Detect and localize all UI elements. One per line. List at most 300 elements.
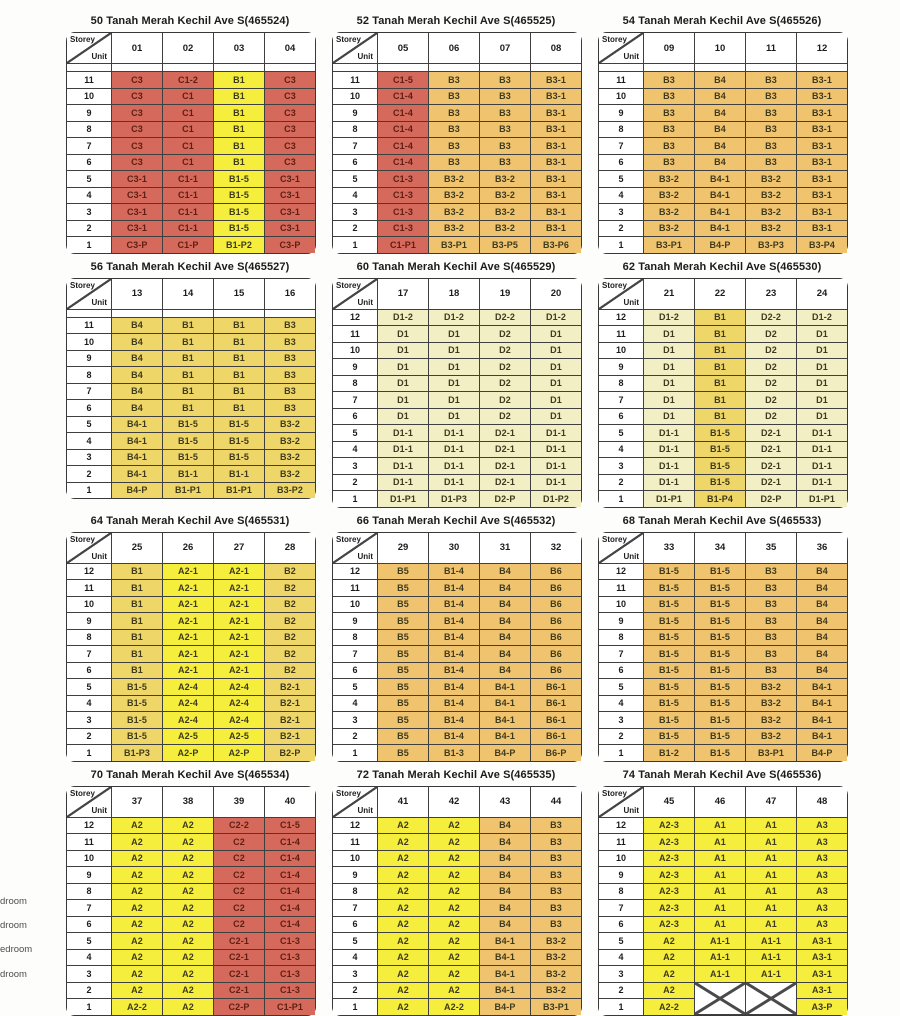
table-row <box>599 343 847 360</box>
table-row <box>333 343 581 360</box>
storey-number-cell: 5 <box>333 933 378 950</box>
unit-type-cell: B4-1 <box>112 466 163 483</box>
table-row <box>599 564 847 581</box>
unit-type-cell: B3-2 <box>746 204 797 221</box>
unit-type-cell: D2 <box>746 376 797 393</box>
unit-type-cell: D1 <box>644 326 695 343</box>
table-row <box>67 237 315 253</box>
unit-number-header: 23 <box>746 279 797 310</box>
unit-type-cell: A2-3 <box>644 900 695 917</box>
table-row <box>333 326 581 343</box>
storey-number-cell: 11 <box>333 580 378 597</box>
blank-cell <box>429 64 480 72</box>
unit-type-cell: D1 <box>378 376 429 393</box>
unit-type-cell: B4 <box>695 138 746 155</box>
storey-number-cell: 3 <box>599 966 644 983</box>
table-row <box>67 999 315 1015</box>
table-row <box>333 425 581 442</box>
unit-type-cell: A1 <box>695 818 746 835</box>
unit-type-cell: A2 <box>378 834 429 851</box>
unit-type-cell: B4 <box>695 89 746 106</box>
storey-number-cell: 8 <box>599 122 644 139</box>
unit-type-cell: B3-1 <box>797 171 847 188</box>
unit-type-cell: A2 <box>163 884 214 901</box>
unit-type-cell: A1 <box>746 900 797 917</box>
blank-cell <box>265 310 315 318</box>
unit-type-cell: A2 <box>163 983 214 1000</box>
unit-type-cell: C3 <box>265 89 315 106</box>
table-row <box>67 351 315 368</box>
unit-type-cell: B1-5 <box>214 188 265 205</box>
unit-type-cell: D1-P2 <box>531 491 581 507</box>
unit-type-cell: A2-2 <box>429 999 480 1015</box>
unit-type-cell: B3-1 <box>797 155 847 172</box>
unit-type-cell: C3-1 <box>112 188 163 205</box>
unit-type-cell: B1-4 <box>429 663 480 680</box>
unit-type-cell: B1-4 <box>429 712 480 729</box>
table-row <box>333 950 581 967</box>
unit-type-cell: B3-P1 <box>644 237 695 253</box>
unit-type-cell: B4-1 <box>797 679 847 696</box>
storey-number-cell: 9 <box>67 351 112 368</box>
unit-type-cell: D1-2 <box>797 310 847 327</box>
table-row <box>599 983 847 1000</box>
storey-number-cell: 6 <box>333 917 378 934</box>
storey-label: Storey <box>602 280 627 290</box>
unit-type-cell: B3-1 <box>797 89 847 106</box>
unit-type-cell: D1 <box>797 343 847 360</box>
unit-type-cell: D1-1 <box>378 425 429 442</box>
cross-out-icon <box>695 983 745 1014</box>
unit-type-cell: B4 <box>480 646 531 663</box>
unit-type-cell: B1-4 <box>429 729 480 746</box>
table-row <box>599 712 847 729</box>
unit-type-cell: B4 <box>797 630 847 647</box>
unit-type-cell: B4-P <box>695 237 746 253</box>
table-row <box>599 917 847 934</box>
unit-type-cell: B1-5 <box>644 712 695 729</box>
storey-number-cell: 8 <box>599 884 644 901</box>
unit-number-header: 40 <box>265 787 315 818</box>
storey-number-cell: 9 <box>599 359 644 376</box>
unit-type-cell: A2 <box>112 851 163 868</box>
unit-type-cell: A2 <box>378 818 429 835</box>
unit-number-header: 19 <box>480 279 531 310</box>
storey-number-cell: 9 <box>333 105 378 122</box>
unit-type-cell: B3-2 <box>429 171 480 188</box>
table-row <box>333 392 581 409</box>
unit-type-cell: B1-P2 <box>214 237 265 253</box>
unit-type-cell: D1-1 <box>797 425 847 442</box>
unit-type-cell: A2-1 <box>163 613 214 630</box>
unit-type-cell: B3-2 <box>480 171 531 188</box>
unit-number-header: 03 <box>214 33 265 64</box>
unit-type-cell: D2 <box>480 392 531 409</box>
unit-type-cell: B4-1 <box>480 729 531 746</box>
blank-cell <box>67 64 112 72</box>
unit-type-cell: C3-1 <box>265 188 315 205</box>
unit-type-cell: D1 <box>644 392 695 409</box>
unit-type-cell: B6 <box>531 613 581 630</box>
unit-type-cell: B3-2 <box>429 188 480 205</box>
unit-type-cell: B3-2 <box>644 188 695 205</box>
unit-type-cell: B1 <box>112 663 163 680</box>
unit-type-cell: B4-1 <box>112 450 163 467</box>
storey-number-cell: 5 <box>599 425 644 442</box>
unit-type-cell: C1-3 <box>378 221 429 238</box>
unit-mix-table <box>598 532 848 762</box>
unit-type-cell: D2-2 <box>480 310 531 327</box>
unit-type-cell: A2-4 <box>163 712 214 729</box>
unit-type-cell: C3 <box>112 155 163 172</box>
unit-type-cell: D2-1 <box>746 425 797 442</box>
unit-type-cell: B3-P4 <box>797 237 847 253</box>
unit-type-cell: C1 <box>163 155 214 172</box>
unit-type-cell: B1-4 <box>429 613 480 630</box>
table-row <box>333 884 581 901</box>
unit-type-cell: A3 <box>797 900 847 917</box>
storey-number-cell: 3 <box>599 458 644 475</box>
unit-type-cell: B4-P <box>112 483 163 499</box>
table-title: 72 Tanah Merah Kechil Ave S(465535) <box>356 768 556 781</box>
unit-type-cell: B3-1 <box>531 138 581 155</box>
unit-type-cell: B4 <box>112 367 163 384</box>
unit-type-cell: D1-1 <box>531 425 581 442</box>
unit-type-cell: C1 <box>163 89 214 106</box>
unit-type-cell: B3 <box>531 851 581 868</box>
unit-type-cell: B3-2 <box>480 188 531 205</box>
unit-type-cell: A2 <box>163 917 214 934</box>
table-row <box>333 900 581 917</box>
storey-number-cell: 10 <box>333 597 378 614</box>
storey-number-cell: 6 <box>599 155 644 172</box>
unit-type-cell: D1 <box>378 359 429 376</box>
storey-number-cell: 9 <box>599 105 644 122</box>
unit-type-cell: B1 <box>112 580 163 597</box>
unit-type-cell: B1 <box>163 400 214 417</box>
storey-number-cell: 4 <box>599 696 644 713</box>
blank-cell <box>378 64 429 72</box>
unit-type-cell: A1-1 <box>695 933 746 950</box>
storey-unit-corner-cell <box>599 279 644 310</box>
unit-type-cell: D1-1 <box>378 458 429 475</box>
table-row <box>333 745 581 761</box>
unit-type-cell: A2 <box>378 966 429 983</box>
unit-type-cell: C1-3 <box>378 204 429 221</box>
table-row <box>599 729 847 746</box>
unit-type-cell: C2-2 <box>214 818 265 835</box>
unit-type-cell: B3-P1 <box>746 745 797 761</box>
unit-type-cell: B1-5 <box>695 458 746 475</box>
unit-label: Unit <box>623 297 639 307</box>
unit-type-cell: B6 <box>531 663 581 680</box>
unit-type-cell: B4-1 <box>797 729 847 746</box>
unit-type-cell: D1 <box>429 409 480 426</box>
table-row <box>599 818 847 835</box>
unit-type-cell: B3 <box>746 138 797 155</box>
storey-number-cell: 2 <box>599 983 644 1000</box>
unit-type-cell: A1-1 <box>746 950 797 967</box>
unit-type-cell: B1 <box>163 367 214 384</box>
unit-number-header: 43 <box>480 787 531 818</box>
storey-number-cell: 11 <box>333 72 378 89</box>
table-row <box>333 834 581 851</box>
unit-type-cell: B4 <box>695 72 746 89</box>
unit-type-cell: B2-1 <box>265 729 315 746</box>
storey-number-cell: 9 <box>599 867 644 884</box>
table-row <box>599 696 847 713</box>
unit-type-cell: B2 <box>265 663 315 680</box>
unit-type-cell: B4-1 <box>480 933 531 950</box>
unit-type-cell: B3 <box>746 122 797 139</box>
unit-type-cell: A1 <box>746 917 797 934</box>
storey-number-cell: 2 <box>333 729 378 746</box>
table-row <box>599 580 847 597</box>
storey-unit-corner-cell <box>67 33 112 64</box>
building-block <box>64 514 316 762</box>
unit-type-cell: D1 <box>644 376 695 393</box>
unit-mix-table <box>66 532 316 762</box>
unit-type-cell: A2 <box>112 900 163 917</box>
unit-type-cell: B4 <box>112 318 163 335</box>
unit-type-cell: A2 <box>429 851 480 868</box>
building-block <box>64 14 316 254</box>
storey-number-cell: 8 <box>67 884 112 901</box>
unit-type-cell: B1 <box>112 630 163 647</box>
unit-type-cell: B1-3 <box>429 745 480 761</box>
unit-type-cell: C1-5 <box>378 72 429 89</box>
storey-label: Storey <box>70 280 95 290</box>
unit-type-cell: B1-5 <box>695 745 746 761</box>
table-row <box>67 630 315 647</box>
unit-number-header: 31 <box>480 533 531 564</box>
unit-type-cell: B5 <box>378 696 429 713</box>
unit-type-cell: B2-1 <box>265 679 315 696</box>
unit-type-cell: A3 <box>797 884 847 901</box>
storey-number-cell: 4 <box>333 188 378 205</box>
unit-type-cell: B3-1 <box>531 204 581 221</box>
unit-type-cell: D2 <box>746 326 797 343</box>
unit-type-cell: B1-5 <box>695 597 746 614</box>
unit-type-cell: C3 <box>265 138 315 155</box>
unit-type-cell: B4 <box>480 818 531 835</box>
table-row <box>67 966 315 983</box>
unit-type-cell: C1-1 <box>163 171 214 188</box>
storey-number-cell: 4 <box>333 442 378 459</box>
unit-type-cell: A2-3 <box>644 851 695 868</box>
table-row <box>67 917 315 934</box>
unit-type-cell: A2 <box>378 950 429 967</box>
unit-type-cell: C2 <box>214 884 265 901</box>
table-row <box>333 171 581 188</box>
unit-number-header: 11 <box>746 33 797 64</box>
unit-type-cell: D1-1 <box>644 458 695 475</box>
storey-unit-corner-cell <box>67 533 112 564</box>
legend-fragment: droom <box>0 969 27 980</box>
unit-type-cell: B1-5 <box>695 564 746 581</box>
unit-type-cell: B5 <box>378 712 429 729</box>
unit-mix-table <box>332 786 582 1016</box>
storey-number-cell: 1 <box>67 745 112 761</box>
table-row <box>333 122 581 139</box>
unit-type-cell: C3 <box>112 122 163 139</box>
unit-type-cell: B4 <box>480 580 531 597</box>
unit-number-header: 39 <box>214 787 265 818</box>
unit-number-header: 02 <box>163 33 214 64</box>
storey-number-cell: 10 <box>67 597 112 614</box>
unit-type-cell: B1-5 <box>695 696 746 713</box>
storey-number-cell: 7 <box>67 900 112 917</box>
storey-number-cell: 5 <box>333 425 378 442</box>
unit-type-cell: D1-1 <box>429 458 480 475</box>
table-row <box>333 138 581 155</box>
storey-unit-corner-cell <box>333 33 378 64</box>
unit-type-cell: B1 <box>163 334 214 351</box>
table-row <box>599 72 847 89</box>
unit-type-cell: B3-2 <box>531 983 581 1000</box>
table-row <box>599 89 847 106</box>
unit-type-cell: A2 <box>163 933 214 950</box>
unit-type-cell: A2 <box>644 966 695 983</box>
unit-type-cell: A2 <box>429 900 480 917</box>
unit-type-cell: B3-P1 <box>531 999 581 1015</box>
table-row <box>333 663 581 680</box>
unit-type-cell: B4-1 <box>480 983 531 1000</box>
storey-number-cell: 3 <box>333 204 378 221</box>
unit-type-cell: B2 <box>265 613 315 630</box>
unit-type-cell: B1 <box>214 318 265 335</box>
not-applicable-crossed-cell <box>695 983 746 1015</box>
table-header-row <box>67 279 315 310</box>
unit-type-cell: D2 <box>480 359 531 376</box>
unit-type-cell: B3-2 <box>746 712 797 729</box>
unit-type-cell: C2-P <box>214 999 265 1015</box>
table-row <box>333 712 581 729</box>
unit-type-cell: C1-4 <box>378 89 429 106</box>
unit-type-cell: B3 <box>265 400 315 417</box>
unit-type-cell: B3-1 <box>797 138 847 155</box>
storey-number-cell: 8 <box>67 122 112 139</box>
storey-number-cell: 4 <box>333 950 378 967</box>
unit-type-cell: B3 <box>746 663 797 680</box>
table-row <box>599 221 847 238</box>
unit-type-cell: C3 <box>112 105 163 122</box>
unit-type-cell: B3-2 <box>644 221 695 238</box>
unit-type-cell: D1 <box>429 376 480 393</box>
unit-number-header: 30 <box>429 533 480 564</box>
unit-type-cell: A2 <box>112 867 163 884</box>
unit-type-cell: B2-1 <box>265 696 315 713</box>
unit-type-cell: D2-1 <box>480 458 531 475</box>
unit-type-cell: C1-4 <box>265 834 315 851</box>
unit-type-cell: D1 <box>797 409 847 426</box>
unit-type-cell: B4-1 <box>480 966 531 983</box>
unit-type-cell: C1-4 <box>265 884 315 901</box>
unit-type-cell: B1-5 <box>214 450 265 467</box>
unit-type-cell: B3-2 <box>531 966 581 983</box>
table-row <box>599 851 847 868</box>
storey-label: Storey <box>70 788 95 798</box>
table-row <box>599 171 847 188</box>
unit-type-cell: A2-1 <box>214 646 265 663</box>
unit-type-cell: B4-P <box>480 745 531 761</box>
unit-type-cell: B3 <box>531 884 581 901</box>
storey-number-cell: 1 <box>67 237 112 253</box>
unit-type-cell: B2 <box>265 646 315 663</box>
storey-number-cell: 6 <box>67 155 112 172</box>
unit-type-cell: A2-3 <box>644 818 695 835</box>
unit-type-cell: B3 <box>480 105 531 122</box>
unit-number-header: 32 <box>531 533 581 564</box>
unit-type-cell: A2-4 <box>214 712 265 729</box>
storey-number-cell: 9 <box>333 359 378 376</box>
blank-cell <box>644 64 695 72</box>
unit-type-cell: A1 <box>695 884 746 901</box>
blank-cell <box>599 64 644 72</box>
unit-type-cell: D2-1 <box>480 425 531 442</box>
unit-type-cell: B3 <box>746 597 797 614</box>
unit-type-cell: C1-1 <box>163 188 214 205</box>
unit-type-cell: B4-1 <box>480 696 531 713</box>
unit-mix-table <box>66 278 316 500</box>
unit-type-cell: B3-1 <box>797 204 847 221</box>
storey-number-cell: 7 <box>333 646 378 663</box>
unit-type-cell: B2-P <box>265 745 315 761</box>
table-row <box>333 376 581 393</box>
unit-type-cell: D1 <box>644 409 695 426</box>
unit-type-cell: A1 <box>746 818 797 835</box>
table-row <box>333 188 581 205</box>
table-header-row <box>67 787 315 818</box>
unit-type-cell: B3 <box>429 105 480 122</box>
table-row <box>599 475 847 492</box>
unit-type-cell: D2-P <box>480 491 531 507</box>
unit-number-header: 22 <box>695 279 746 310</box>
unit-type-cell: B3-2 <box>644 171 695 188</box>
table-title: 62 Tanah Merah Kechil Ave S(465530) <box>622 260 822 273</box>
unit-number-header: 36 <box>797 533 847 564</box>
unit-type-cell: B1-5 <box>695 475 746 492</box>
unit-type-cell: A3 <box>797 917 847 934</box>
storey-number-cell: 8 <box>333 376 378 393</box>
unit-type-cell: B3-2 <box>480 221 531 238</box>
storey-number-cell: 10 <box>333 343 378 360</box>
storey-number-cell: 9 <box>67 105 112 122</box>
unit-type-cell: B5 <box>378 646 429 663</box>
unit-type-cell: B3 <box>265 384 315 401</box>
unit-type-cell: A1 <box>746 834 797 851</box>
table-row <box>67 334 315 351</box>
table-title: 60 Tanah Merah Kechil Ave S(465529) <box>356 260 556 273</box>
table-row <box>599 630 847 647</box>
table-row <box>333 851 581 868</box>
unit-type-cell: B1 <box>112 597 163 614</box>
unit-type-cell: D2-1 <box>746 458 797 475</box>
unit-type-cell: B1-5 <box>112 679 163 696</box>
unit-type-cell: B4 <box>695 122 746 139</box>
unit-number-header: 10 <box>695 33 746 64</box>
unit-number-header: 46 <box>695 787 746 818</box>
building-block <box>596 260 848 508</box>
unit-type-cell: B6 <box>531 564 581 581</box>
unit-type-cell: B3 <box>746 646 797 663</box>
unit-type-cell: B3 <box>746 105 797 122</box>
unit-type-cell: D1-P1 <box>797 491 847 507</box>
unit-type-cell: D1 <box>797 376 847 393</box>
unit-type-cell: B3-1 <box>531 89 581 106</box>
unit-number-header: 44 <box>531 787 581 818</box>
unit-number-header: 05 <box>378 33 429 64</box>
